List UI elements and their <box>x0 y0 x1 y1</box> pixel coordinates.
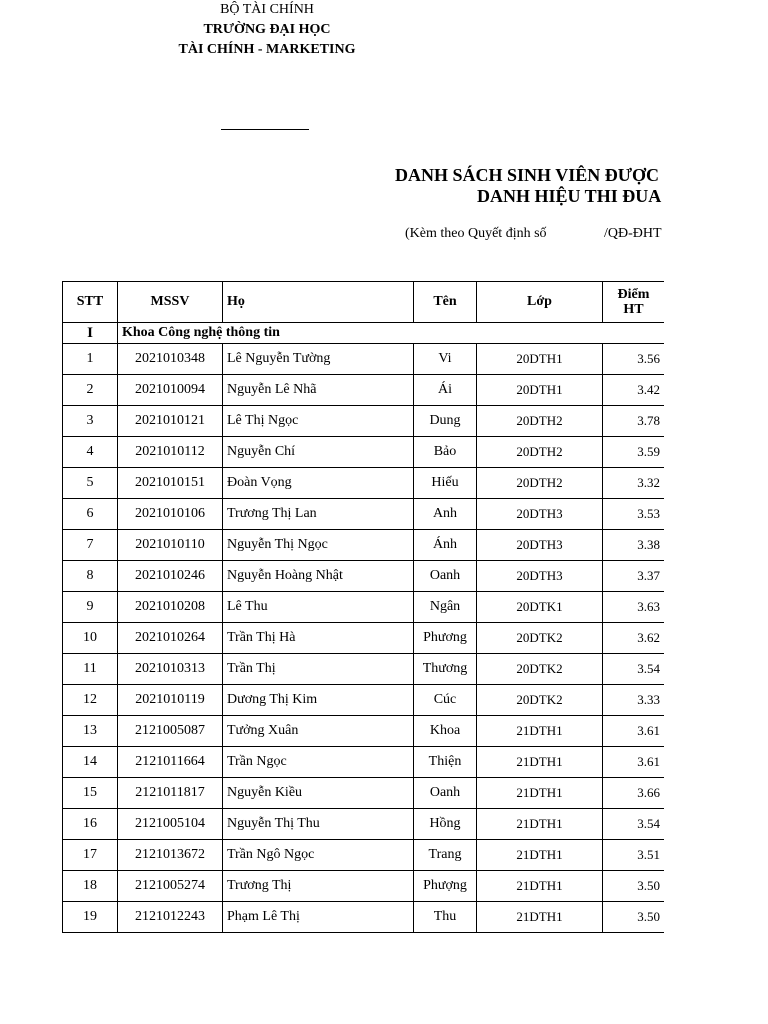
cell-mssv: 2121011817 <box>118 778 223 809</box>
cell-mssv: 2021010094 <box>118 375 223 406</box>
school-name-line1: TRƯỜNG ĐẠI HỌC <box>203 22 331 37</box>
table-row <box>63 654 665 685</box>
cell-stt: 18 <box>63 871 118 902</box>
cell-ho: Trần Ngô Ngọc <box>223 840 414 871</box>
cell-lop: 21DTH1 <box>477 778 603 809</box>
table-row <box>63 344 665 375</box>
table-row <box>63 375 665 406</box>
cell-mssv: 2121005087 <box>118 716 223 747</box>
cell-lop: 20DTK2 <box>477 654 603 685</box>
cell-stt: 2 <box>63 375 118 406</box>
cell-diem: 3.63 <box>603 592 665 623</box>
cell-stt: 3 <box>63 406 118 437</box>
cell-lop: 20DTH2 <box>477 406 603 437</box>
cell-stt: 10 <box>63 623 118 654</box>
cell-stt: 17 <box>63 840 118 871</box>
cell-lop: 20DTK1 <box>477 592 603 623</box>
cell-mssv: 2021010112 <box>118 437 223 468</box>
cell-diem: 3.42 <box>603 375 665 406</box>
cell-ten: Dung <box>414 406 477 437</box>
table-header-row <box>63 282 665 323</box>
cell-ho: Trương Thị Lan <box>223 499 414 530</box>
table-row <box>63 902 665 933</box>
school-name-line2: TÀI CHÍNH - MARKETING <box>178 42 356 57</box>
cell-stt: 5 <box>63 468 118 499</box>
decision-reference-code: /QĐ-ĐHT <box>604 226 662 241</box>
cell-ten: Oanh <box>414 778 477 809</box>
cell-diem: 3.54 <box>603 654 665 685</box>
section-row <box>63 323 665 344</box>
cell-lop: 21DTH1 <box>477 871 603 902</box>
header-ho: Họ <box>223 282 414 323</box>
cell-mssv: 2121005104 <box>118 809 223 840</box>
ministry-name: BỘ TÀI CHÍNH <box>220 2 314 17</box>
document-title-line2: DANH HIỆU THI ĐUA <box>477 186 662 206</box>
cell-diem: 3.54 <box>603 809 665 840</box>
cell-stt: 13 <box>63 716 118 747</box>
cell-ten: Trang <box>414 840 477 871</box>
cell-lop: 20DTH1 <box>477 375 603 406</box>
section-number: I <box>63 323 118 344</box>
table-row <box>63 499 665 530</box>
cell-ho: Nguyễn Thị Ngọc <box>223 530 414 561</box>
cell-lop: 21DTH1 <box>477 809 603 840</box>
cell-mssv: 2021010264 <box>118 623 223 654</box>
table-row <box>63 530 665 561</box>
table-row <box>63 809 665 840</box>
header-ten: Tên <box>414 282 477 323</box>
table-row <box>63 406 665 437</box>
cell-stt: 12 <box>63 685 118 716</box>
cell-stt: 16 <box>63 809 118 840</box>
decision-reference-label: (Kèm theo Quyết định số <box>405 226 547 241</box>
header-diem <box>603 282 665 323</box>
table-row <box>63 561 665 592</box>
table-row <box>63 871 665 902</box>
table-row <box>63 778 665 809</box>
cell-lop: 20DTH3 <box>477 561 603 592</box>
cell-ho: Phạm Lê Thị <box>223 902 414 933</box>
cell-diem: 3.50 <box>603 902 665 933</box>
cell-mssv: 2021010119 <box>118 685 223 716</box>
table-row <box>63 685 665 716</box>
cell-stt: 11 <box>63 654 118 685</box>
cell-diem: 3.56 <box>603 344 665 375</box>
table-row <box>63 716 665 747</box>
cell-ten: Hiếu <box>414 468 477 499</box>
cell-ho: Tưởng Xuân <box>223 716 414 747</box>
cell-ten: Ngân <box>414 592 477 623</box>
cell-ten: Thương <box>414 654 477 685</box>
cell-mssv: 2021010348 <box>118 344 223 375</box>
cell-diem: 3.38 <box>603 530 665 561</box>
cell-ho: Trương Thị <box>223 871 414 902</box>
cell-mssv: 2121012243 <box>118 902 223 933</box>
cell-ho: Lê Thị Ngọc <box>223 406 414 437</box>
cell-diem: 3.62 <box>603 623 665 654</box>
cell-ten: Phượng <box>414 871 477 902</box>
header-diem-line1: Điểm <box>617 287 650 302</box>
cell-diem: 3.53 <box>603 499 665 530</box>
cell-lop: 20DTK2 <box>477 685 603 716</box>
cell-ho: Nguyễn Chí <box>223 437 414 468</box>
cell-mssv: 2021010110 <box>118 530 223 561</box>
cell-mssv: 2021010246 <box>118 561 223 592</box>
cell-mssv: 2121005274 <box>118 871 223 902</box>
cell-mssv: 2021010106 <box>118 499 223 530</box>
cell-diem: 3.59 <box>603 437 665 468</box>
cell-ten: Thiện <box>414 747 477 778</box>
cell-diem: 3.33 <box>603 685 665 716</box>
cell-ten: Khoa <box>414 716 477 747</box>
cell-stt: 4 <box>63 437 118 468</box>
cell-lop: 21DTH1 <box>477 747 603 778</box>
document-title-line1: DANH SÁCH SINH VIÊN ĐƯỢC <box>395 165 660 185</box>
header-mssv: MSSV <box>118 282 223 323</box>
cell-ten: Ái <box>414 375 477 406</box>
cell-stt: 1 <box>63 344 118 375</box>
cell-diem: 3.61 <box>603 716 665 747</box>
cell-ten: Phương <box>414 623 477 654</box>
header-stt: STT <box>63 282 118 323</box>
cell-ho: Lê Nguyễn Tường <box>223 344 414 375</box>
cell-diem: 3.37 <box>603 561 665 592</box>
cell-lop: 20DTH3 <box>477 499 603 530</box>
student-list-table <box>62 281 664 933</box>
cell-lop: 20DTH3 <box>477 530 603 561</box>
table-row <box>63 437 665 468</box>
cell-lop: 20DTH1 <box>477 344 603 375</box>
table-row <box>63 623 665 654</box>
cell-mssv: 2021010313 <box>118 654 223 685</box>
cell-ten: Vi <box>414 344 477 375</box>
cell-ho: Nguyễn Thị Thu <box>223 809 414 840</box>
table-row <box>63 468 665 499</box>
cell-ho: Trần Ngọc <box>223 747 414 778</box>
cell-lop: 21DTH1 <box>477 716 603 747</box>
cell-ho: Nguyễn Lê Nhã <box>223 375 414 406</box>
cell-ten: Bảo <box>414 437 477 468</box>
cell-diem: 3.50 <box>603 871 665 902</box>
cell-stt: 19 <box>63 902 118 933</box>
table-row <box>63 592 665 623</box>
cell-mssv: 2121013672 <box>118 840 223 871</box>
table-row <box>63 747 665 778</box>
header-lop: Lớp <box>477 282 603 323</box>
cell-ho: Trần Thị <box>223 654 414 685</box>
cell-ho: Lê Thu <box>223 592 414 623</box>
cell-stt: 8 <box>63 561 118 592</box>
cell-lop: 20DTH2 <box>477 468 603 499</box>
cell-ho: Đoàn Vọng <box>223 468 414 499</box>
cell-lop: 20DTK2 <box>477 623 603 654</box>
header-diem-line2: HT <box>623 302 644 317</box>
cell-lop: 21DTH1 <box>477 840 603 871</box>
cell-mssv: 2021010121 <box>118 406 223 437</box>
section-name: Khoa Công nghệ thông tin <box>118 323 665 344</box>
cell-ten: Thu <box>414 902 477 933</box>
cell-diem: 3.78 <box>603 406 665 437</box>
cell-stt: 14 <box>63 747 118 778</box>
cell-diem: 3.66 <box>603 778 665 809</box>
cell-ho: Nguyễn Kiều <box>223 778 414 809</box>
cell-ho: Dương Thị Kim <box>223 685 414 716</box>
cell-lop: 21DTH1 <box>477 902 603 933</box>
cell-stt: 9 <box>63 592 118 623</box>
cell-ten: Cúc <box>414 685 477 716</box>
cell-mssv: 2121011664 <box>118 747 223 778</box>
cell-diem: 3.32 <box>603 468 665 499</box>
cell-diem: 3.51 <box>603 840 665 871</box>
cell-ho: Trần Thị Hà <box>223 623 414 654</box>
cell-lop: 20DTH2 <box>477 437 603 468</box>
cell-stt: 6 <box>63 499 118 530</box>
cell-diem: 3.61 <box>603 747 665 778</box>
cell-stt: 15 <box>63 778 118 809</box>
cell-ten: Anh <box>414 499 477 530</box>
cell-mssv: 2021010151 <box>118 468 223 499</box>
cell-ten: Ánh <box>414 530 477 561</box>
cell-ho: Nguyễn Hoàng Nhật <box>223 561 414 592</box>
cell-stt: 7 <box>63 530 118 561</box>
table-row <box>63 840 665 871</box>
cell-ten: Hồng <box>414 809 477 840</box>
cell-mssv: 2021010208 <box>118 592 223 623</box>
cell-ten: Oanh <box>414 561 477 592</box>
